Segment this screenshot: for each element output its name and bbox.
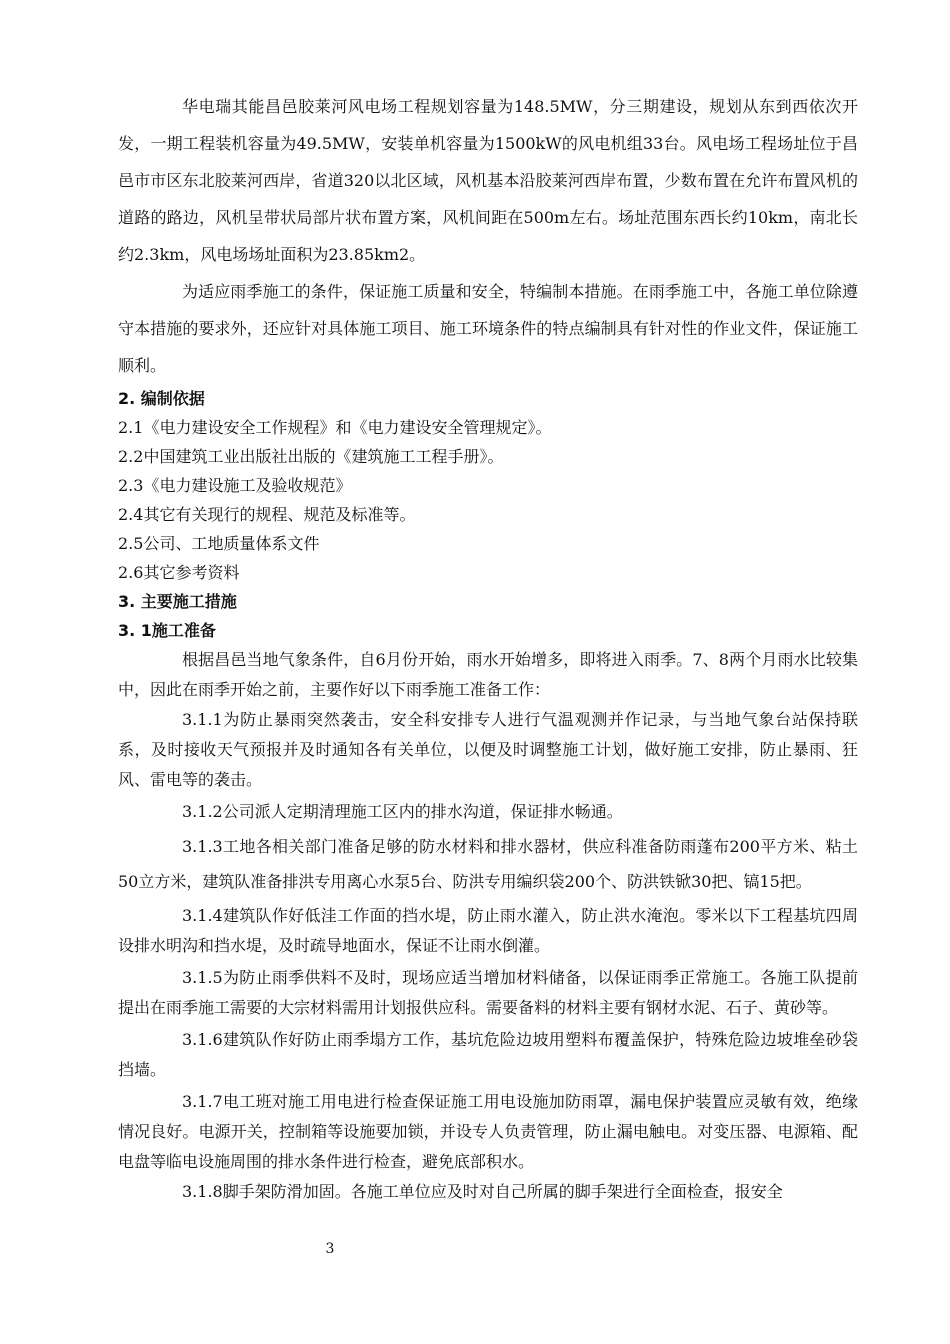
measure-3-1-8: 3.1.8脚手架防滑加固。各施工单位应及时对自己所属的脚手架进行全面检查，报安全	[182, 1182, 783, 1201]
measure-3-1-3: 3.1.3工地各相关部门准备足够的防水材料和排水器材，供应科准备防雨蓬布200平方米、粘土50立方米，建筑队准备排洪专用离心水泵5台、防洪专用编织袋200个、防洪铁锨30把、镐15把。	[118, 837, 858, 891]
section-2-heading: 2. 编制依据	[118, 389, 205, 408]
measure-3-1-7: 3.1.7电工班对施工用电进行检查保证施工用电设施加防雨罩，漏电保护装置应灵敏有效，绝缘情况良好。电源开关，控制箱等设施要加锁，并设专人负责管理，防止漏电触电。对变压器、电源箱、配电盘等临电设施周围的排水条件进行检查，避免底部积水。	[118, 1092, 858, 1171]
section-3-1-intro: 根据昌邑当地气象条件，自6月份开始，雨水开始增多，即将进入雨季。7、8两个月雨水比较集中，因此在雨季开始之前，主要作好以下雨季施工准备工作：	[118, 650, 858, 699]
reference-item: 2.1《电力建设安全工作规程》和《电力建设安全管理规定》。	[118, 418, 552, 437]
intro-paragraph-2: 为适应雨季施工的条件，保证施工质量和安全，特编制本措施。在雨季施工中，各施工单位除遵守本措施的要求外，还应针对具体施工项目、施工环境条件的特点编制具有针对性的作业文件，保证施工顺利。	[118, 282, 858, 375]
reference-item: 2.2中国建筑工业出版社出版的《建筑施工工程手册》。	[118, 447, 504, 466]
reference-item: 2.5公司、工地质量体系文件	[118, 534, 320, 553]
measure-3-1-5: 3.1.5为防止雨季供料不及时，现场应适当增加材料储备，以保证雨季正常施工。各施工队提前提出在雨季施工需要的大宗材料需用计划报供应科。需要备料的材料主要有钢材水泥、石子、黄砂等。	[118, 968, 858, 1017]
measure-3-1-4: 3.1.4建筑队作好低洼工作面的挡水堤，防止雨水灌入，防止洪水淹泡。零米以下工程基坑四周设排水明沟和挡水堤，及时疏导地面水，保证不让雨水倒灌。	[118, 906, 858, 955]
section-3-1-heading: 3. 1施工准备	[118, 621, 216, 640]
measure-3-1-1: 3.1.1为防止暴雨突然袭击，安全科安排专人进行气温观测并作记录，与当地气象台站保持联系，及时接收天气预报并及时通知各有关单位，以便及时调整施工计划，做好施工安排，防止暴雨、狂风、雷电等的袭击。	[118, 710, 858, 789]
reference-item: 2.4其它有关现行的规程、规范及标准等。	[118, 505, 416, 524]
measure-3-1-2: 3.1.2公司派人定期清理施工区内的排水沟道，保证排水畅通。	[182, 802, 623, 821]
reference-item: 2.3《电力建设施工及验收规范》	[118, 476, 352, 495]
page-number: 3	[325, 1241, 335, 1257]
reference-item: 2.6其它参考资料	[118, 563, 240, 582]
section-3-heading: 3. 主要施工措施	[118, 592, 237, 611]
intro-paragraph-1: 华电瑞其能昌邑胶莱河风电场工程规划容量为148.5MW，分三期建设，规划从东到西依次开发，一期工程装机容量为49.5MW，安装单机容量为1500kW的风电机组33台。风电场工程场址位于昌邑市市区东北胶莱河西岸，省道320以北区域，风机基本沿胶莱河西岸布置，少数布置在允许布置风机的道路的路边，风机呈带状局部片状布置方案，风机间距在500m左右。场址范围东西长约10km，南北长约2.3km，风电场场址面积为23.85km2。	[118, 97, 858, 264]
page-content	[118, 88, 858, 1207]
measure-3-1-6: 3.1.6建筑队作好防止雨季塌方工作，基坑危险边坡用塑料布覆盖保护，特殊危险边坡堆垒砂袋挡墙。	[118, 1030, 858, 1079]
